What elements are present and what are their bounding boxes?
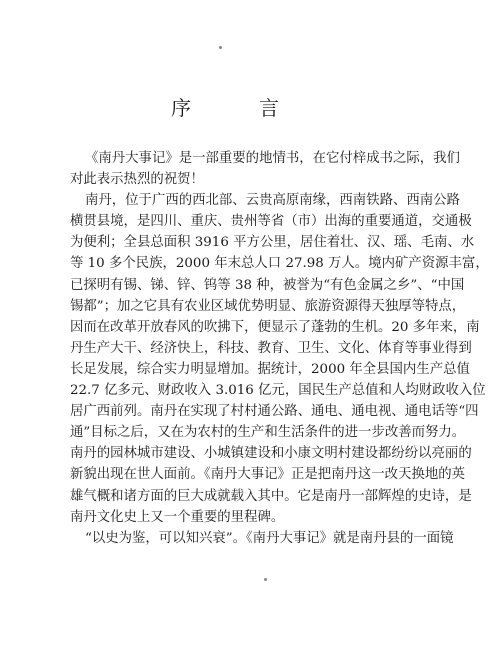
text-line: 已探明有锡、锑、锌、钨等 38 种，被誉为“有色金属之乡”、“中国 (70, 277, 465, 293)
text-line: 等 10 多个民族，2000 年末总人口 27.98 万人。境内矿产资源丰富， (70, 256, 489, 272)
preface-body (70, 148, 489, 549)
text-line: 丹生产大干、经济快上，科技、教育、卫生、文化、体育等事业得到 (70, 340, 472, 356)
text-line: 为便利；全县总面积 3916 平方公里，居住着壮、汉、瑶、毛南、水 (70, 235, 475, 251)
text-line: 锡都”；加之它具有农业区域优势明显、旅游资源得天独厚等特点， (70, 298, 466, 314)
scan-speck-top (219, 46, 222, 49)
text-line: 南丹的园林城市建设、小城镇建设和小康文明村建设都纷纷以亮丽的 (70, 446, 472, 462)
text-line: 因而在改革开放春风的吹拂下，便显示了蓬勃的生机。20 多年来，南 (70, 319, 480, 335)
text-line: 居广西前列。南丹在实现了村村通公路、通电、通电视、通电话等“四 (70, 404, 479, 420)
text-line: 新貌出现在世人面前。《南丹大事记》正是把南丹这一改天换地的英 (70, 467, 466, 483)
text-line: 横贯县境，是四川、重庆、贵州等省（市）出海的重要通道，交通极 (70, 214, 472, 230)
text-line: 南丹文化史上又一个重要的里程碑。 (70, 509, 285, 525)
page-title: 序 言 (171, 96, 303, 120)
text-line: 《南丹大事记》是一部重要的地情书，在它付梓成书之际，我们 (85, 151, 460, 166)
text-line: 通”目标之后，又在为农村的生产和生活条件的进一步改善而努力。 (70, 425, 466, 441)
scan-speck-bottom (264, 578, 267, 581)
text-line: “以史为鉴，可以知兴衰”。《南丹大事记》就是南丹县的一面镜 (85, 530, 454, 546)
text-line: 22.7 亿多元、财政收入 3.016 亿元，国民生产总值和人均财政收入位 (70, 383, 486, 399)
text-line: 南丹，位于广西的西北部、云贵高原南缘，西南铁路、西南公路 (85, 193, 460, 209)
text-line: 雄气概和诸方面的巨大成就载入其中。它是南丹一部辉煌的史诗，是 (70, 488, 472, 504)
text-line: 对此表示热烈的祝贺！ (70, 172, 204, 188)
text-line: 长足发展，综合实力明显增加。据统计，2000 年全县国内生产总值 (70, 361, 470, 377)
